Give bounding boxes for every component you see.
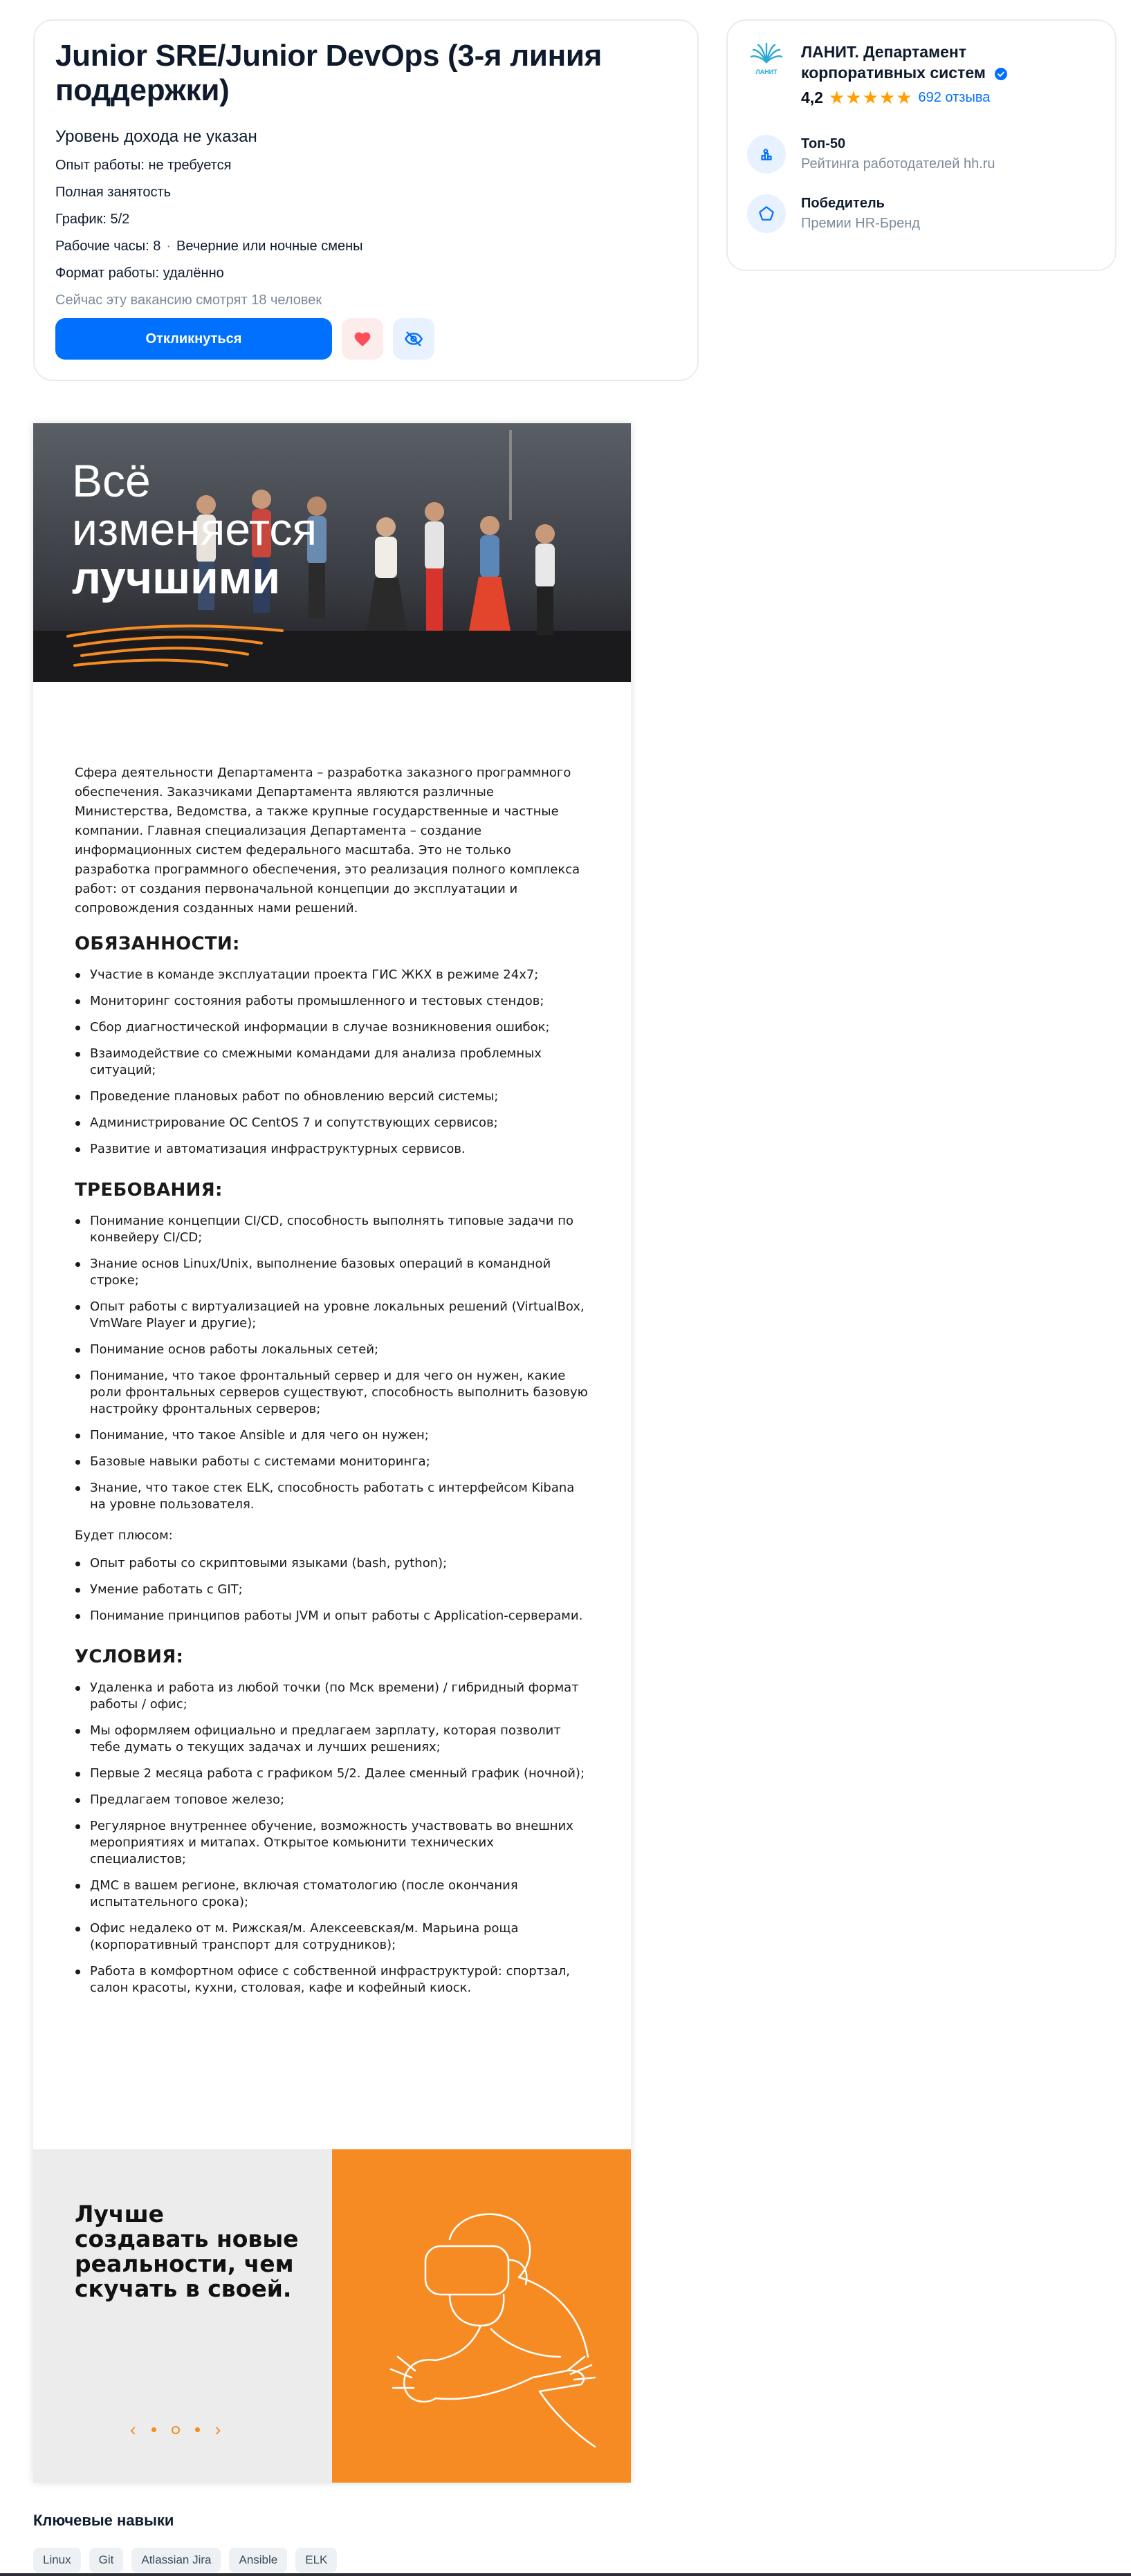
skill-tag: ELK: [295, 2548, 337, 2573]
banner-slogan: [72, 456, 317, 602]
employer-rating: [801, 87, 1036, 109]
banner-line: изменяется: [72, 503, 318, 555]
slider-dot-active[interactable]: [172, 2426, 180, 2434]
list-item: Знание основ Linux/Unix, выполнение базовых операций в командной строке;: [75, 1256, 589, 1289]
skill-tag: Linux: [33, 2548, 81, 2573]
respond-button[interactable]: Откликнуться: [55, 318, 332, 360]
promo-slogan: Лучше создавать новые реальности, чем скучать в своей.: [75, 2200, 299, 2302]
experience-text: Опыт работы: не требуется: [55, 158, 232, 173]
promo-text-panel: [33, 2149, 332, 2483]
svg-text:ЛАНИТ: ЛАНИТ: [755, 68, 778, 75]
reviews-link[interactable]: 692 отзыва: [918, 90, 991, 105]
list-item: Умение работать с GIT;: [75, 1582, 589, 1598]
list-item: Проведение плановых работ по обновлению версий системы;: [75, 1088, 589, 1105]
slider-dot[interactable]: [151, 2427, 156, 2432]
employer-name-link[interactable]: [801, 41, 1036, 83]
favorite-button[interactable]: [342, 318, 383, 360]
employer-text: [801, 41, 1036, 109]
badge-title: Топ-50: [801, 136, 846, 151]
slider-dot[interactable]: [195, 2427, 200, 2432]
work-format-text: Формат работы: удалённо: [55, 266, 224, 281]
list-item: Участие в команде эксплуатации проекта ГИС ЖКХ в режиме 24х7;: [75, 967, 589, 983]
list-item: Работа в комфортном офисе с собственной инфраструктурой: спортзал, салон красоты, кухни, столовая, кафе и кофейный киоск.: [75, 1963, 589, 1996]
requirements-list: [75, 1213, 589, 1513]
skill-tag: Atlassian Jira: [131, 2548, 221, 2573]
banner-line-bold: лучшими: [72, 552, 281, 603]
rating-stars-icon: ★★★★★: [828, 87, 913, 108]
list-item: Сбор диагностической информации в случае возникновения ошибок;: [75, 1019, 589, 1036]
verified-icon: [994, 67, 1008, 81]
brand-banner: [33, 423, 631, 682]
shift-type: Вечерние или ночные смены: [176, 239, 363, 254]
separator-dot: ·: [166, 239, 172, 254]
list-item: Понимание концепции CI/CD, способность выполнять типовые задачи по конвейеру CI/CD;: [75, 1213, 589, 1246]
list-item: Регулярное внутреннее обучение, возможность участвовать во внешних мероприятиях и митапах. Открытое комьюнити технических специалистов;: [75, 1818, 589, 1868]
employer-info: [747, 41, 1096, 109]
key-skills-section: [33, 2512, 337, 2573]
list-item: Понимание, что такое фронтальный сервер и для чего он нужен, какие роли фронтальных серверов существуют, способность выполнить базовую настройку фронтальных серверов;: [75, 1368, 589, 1418]
list-item: Понимание основ работы локальных сетей;: [75, 1342, 589, 1358]
vr-headset-illustration: [332, 2149, 631, 2483]
list-item: Опыт работы со скриптовыми языками (bash, python);: [75, 1555, 589, 1572]
rating-value: 4,2: [801, 89, 823, 106]
list-item: Базовые навыки работы с системами мониторинга;: [75, 1454, 589, 1470]
schedule-text: График: 5/2: [55, 212, 130, 227]
vacancy-title: Junior SRE/Junior DevOps (3-я линия поддержки): [55, 39, 603, 107]
banner-line: Всё: [72, 455, 151, 506]
employer-badge-hrbrand[interactable]: [747, 194, 1096, 233]
duties-list: [75, 967, 589, 1158]
list-item: Первые 2 месяца работа с графиком 5/2. Далее сменный график (ночной);: [75, 1766, 589, 1782]
list-item: ДМС в вашем регионе, включая стоматологию (после окончания испытательного срока);: [75, 1878, 589, 1911]
duties-heading: ОБЯЗАННОСТИ:: [75, 934, 240, 954]
pentagon-award-icon: [747, 194, 786, 233]
working-hours-value: Рабочие часы: 8: [55, 239, 161, 254]
list-item: Опыт работы с виртуализацией на уровне локальных решений (VirtualBox, VmWare Player и другие);: [75, 1299, 589, 1332]
nice-to-have-list: [75, 1555, 589, 1624]
eye-off-icon: [404, 329, 423, 349]
watching-count: Сейчас эту вакансию смотрят 18 человек: [55, 293, 322, 308]
conditions-list: [75, 1680, 589, 1996]
hide-vacancy-button[interactable]: [393, 318, 434, 360]
list-item: Знание, что такое стек ELK, способность работать с интерфейсом Kibana на уровне пользователя.: [75, 1480, 589, 1513]
vacancy-description: [33, 423, 631, 2483]
list-item: Развитие и автоматизация инфраструктурных сервисов.: [75, 1141, 589, 1158]
nice-to-have-heading: Будет плюсом:: [75, 1528, 173, 1543]
employment-text: Полная занятость: [55, 185, 172, 200]
list-item: Администрирование ОС CentOS 7 и сопутствующих сервисов;: [75, 1115, 589, 1131]
skills-list: [33, 2548, 337, 2573]
list-item: Понимание, что такое Ansible и для чего он нужен;: [75, 1427, 589, 1444]
list-item: Мониторинг состояния работы промышленного и тестовых стендов;: [75, 993, 589, 1010]
slider-prev-button[interactable]: ‹: [130, 2419, 136, 2440]
vacancy-actions: [55, 318, 434, 360]
award-icon: [747, 135, 786, 174]
key-skills-title: Ключевые навыки: [33, 2512, 174, 2529]
heart-icon: [353, 331, 371, 347]
employer-name: ЛАНИТ. Департамент корпоративных систем: [801, 43, 986, 82]
employer-badge-top50[interactable]: [747, 135, 1096, 174]
badge-subtitle: Премии HR-Бренд: [801, 216, 920, 231]
slider-next-button[interactable]: ›: [214, 2419, 221, 2440]
company-logo[interactable]: [747, 41, 786, 80]
list-item: Мы оформляем официально и предлагаем зарплату, которая позволит тебе думать о текущих задачах и лучших решениях;: [75, 1723, 589, 1756]
slider-nav: [130, 2419, 221, 2440]
list-item: Удаленка и работа из любой точки (по Мск времени) / гибридный формат работы / офис;: [75, 1680, 589, 1713]
salary-text: Уровень дохода не указан: [55, 127, 257, 146]
conditions-heading: УСЛОВИЯ:: [75, 1647, 184, 1667]
vacancy-header-card: [33, 19, 699, 381]
list-item: Офис недалеко от м. Рижская/м. Алексеевская/м. Марьина роща (корпоративный транспорт для сотрудников);: [75, 1920, 589, 1954]
promo-slider: [33, 2149, 631, 2483]
description-body: [33, 682, 631, 1996]
page-bottom-bar: [0, 2573, 1131, 2576]
list-item: Понимание принципов работы JVM и опыт работы с Application-серверами.: [75, 1608, 589, 1624]
requirements-heading: ТРЕБОВАНИЯ:: [75, 1180, 223, 1201]
list-item: Взаимодействие со смежными командами для анализа проблемных ситуаций;: [75, 1046, 589, 1079]
skill-tag: Git: [89, 2548, 124, 2573]
badge-subtitle: Рейтинга работодателей hh.ru: [801, 156, 995, 172]
company-intro: Сфера деятельности Департамента – разработка заказного программного обеспечения. Заказчиками Департамента являются различные Министерства, Ведомства, а также крупные государственные и частные компании. Главная специализация Департамента – создание информационных систем федерального масштаба. Это не только разработка программного обеспечения, это реализация полного комплекса работ: от создания первоначальной концепции до эксплуатации и сопровождения созданных нами решений.: [75, 766, 580, 916]
promo-illustration-panel: [332, 2149, 631, 2483]
skill-tag: Ansible: [229, 2548, 287, 2573]
working-hours: [55, 239, 677, 254]
list-item: Предлагаем топовое железо;: [75, 1792, 589, 1808]
employer-card: [726, 19, 1116, 271]
badge-title: Победитель: [801, 196, 885, 211]
